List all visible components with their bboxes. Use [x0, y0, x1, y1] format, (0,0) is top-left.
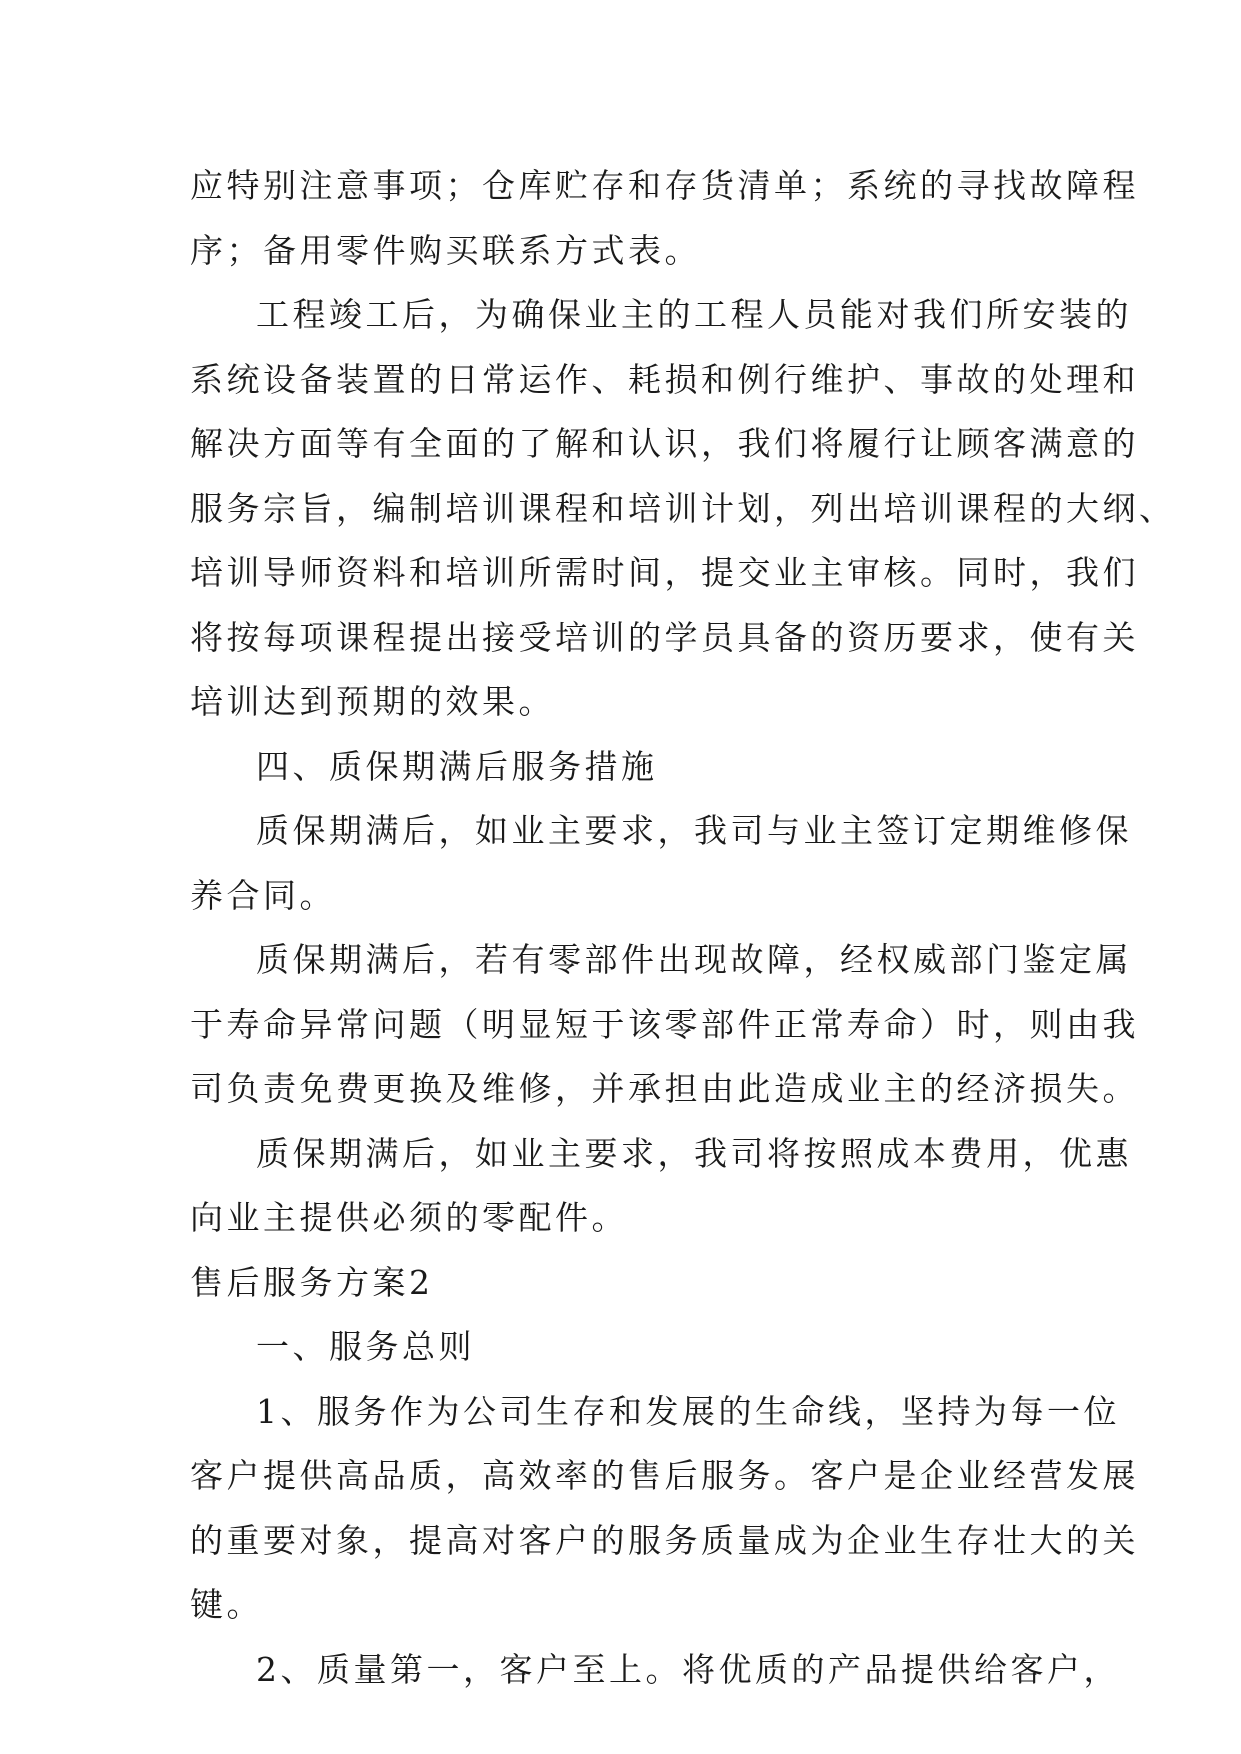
section-heading: 四、质保期满后服务措施 — [256, 746, 658, 786]
text-line: 系统设备装置的日常运作、耗损和例行维护、事故的处理和 — [190, 359, 1139, 399]
text-line: 培训达到预期的效果。 — [190, 682, 555, 721]
text-line: 质保期满后，若有零部件出现故障，经权威部门鉴定属 — [256, 940, 1132, 979]
text-line: 培训导师资料和培训所需时间，提交业主审核。同时，我们 — [190, 553, 1139, 592]
text-line: 键。 — [190, 1585, 263, 1624]
text-line: 应特别注意事项；仓库贮存和存货清单；系统的寻找故障程 — [190, 166, 1139, 205]
body-text — [190, 154, 1176, 1702]
text-line: 解决方面等有全面的了解和认识，我们将履行让顾客满意的 — [190, 424, 1139, 463]
text-line: 的重要对象，提高对客户的服务质量成为企业生存壮大的关 — [190, 1520, 1139, 1560]
text-line: 客户提供高品质，高效率的售后服务。客户是企业经营发展 — [190, 1456, 1139, 1495]
text-line: 服务宗旨，编制培训课程和培训计划，列出培训课程的大纲、 — [190, 488, 1176, 528]
text-line: 质保期满后，如业主要求，我司与业主签订定期维修保 — [256, 811, 1132, 850]
text-line: 工程竣工后，为确保业主的工程人员能对我们所安装的 — [256, 295, 1132, 334]
text-line: 于寿命异常问题（明显短于该零部件正常寿命）时，则由我 — [190, 1004, 1139, 1044]
text-line: 养合同。 — [190, 875, 336, 915]
text-line: 司负责免费更换及维修，并承担由此造成业主的经济损失。 — [190, 1069, 1139, 1108]
text-line: 质保期满后，如业主要求，我司将按照成本费用，优惠 — [256, 1133, 1132, 1173]
text-line: 序；备用零件购买联系方式表。 — [190, 230, 701, 270]
text-line: 2、质量第一，客户至上。将优质的产品提供给客户， — [256, 1649, 1120, 1689]
document-title: 售后服务方案2 — [190, 1262, 434, 1302]
text-line: 1、服务作为公司生存和发展的生命线，坚持为每一位 — [256, 1391, 1120, 1431]
section-heading: 一、服务总则 — [256, 1327, 475, 1366]
text-line: 将按每项课程提出接受培训的学员具备的资历要求，使有关 — [190, 617, 1139, 657]
text-line: 向业主提供必须的零配件。 — [190, 1198, 628, 1237]
